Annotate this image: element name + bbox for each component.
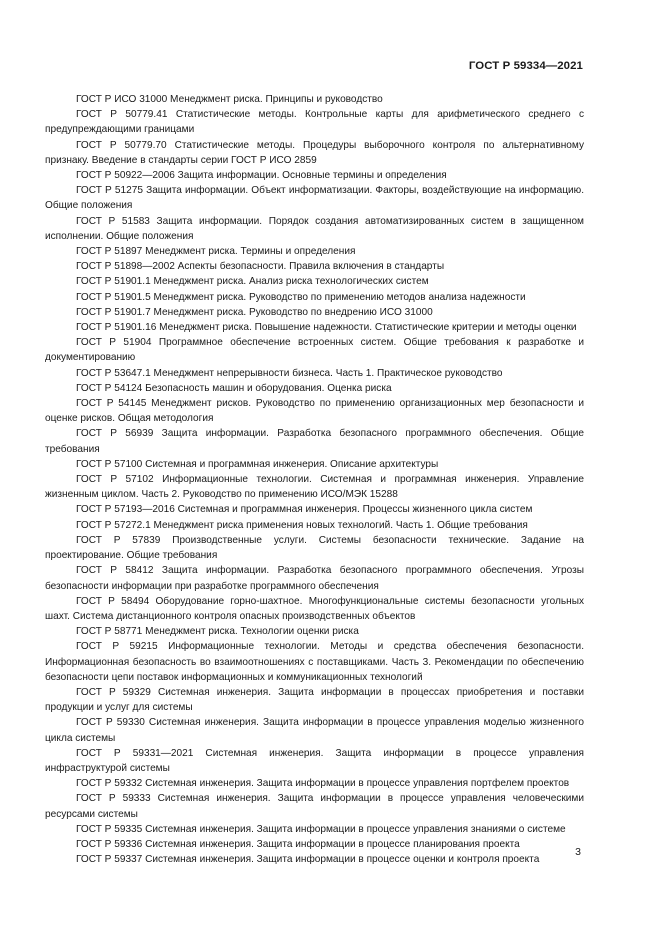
reference-entry: ГОСТ Р 58771 Менеджмент риска. Технологии оценки риска: [76, 626, 359, 638]
reference-entry: ГОСТ Р 51904 Программное обеспечение встроенных систем. Общие требования к разработке и документированию: [45, 337, 584, 364]
reference-entry: ГОСТ Р 51583 Защита информации. Порядок создания автоматизированных систем в защищенном исполнении. Общие положения: [45, 215, 584, 242]
reference-entry: ГОСТ Р 54145 Менеджмент рисков. Руководство по применению организационных мер безопасности и оценке рисков. Общая методология: [45, 398, 584, 425]
reference-entry: ГОСТ Р 59335 Системная инженерия. Защита информации в процессе управления знаниями о системе: [76, 823, 566, 835]
reference-entry: ГОСТ Р 54124 Безопасность машин и оборудования. Оценка риска: [76, 382, 392, 394]
reference-entry: ГОСТ Р 59332 Системная инженерия. Защита информации в процессе управления портфелем проектов: [76, 778, 570, 790]
reference-entry: ГОСТ Р 59215 Информационные технологии. Методы и средства обеспечения безопасности. Информационная безопасность во взаимоотношениях с поставщиками. Часть 3. Рекомендации по обеспечению безопасности цепи поставок информационных и коммуникационных технологий: [45, 641, 584, 683]
reference-entry: ГОСТ Р 51901.16 Менеджмент риска. Повышение надежности. Статистические критерии и методы оценки: [76, 322, 577, 334]
reference-entry: ГОСТ Р 56939 Защита информации. Разработка безопасного программного обеспечения. Общие требования: [45, 428, 584, 455]
reference-entry: ГОСТ Р 57100 Системная и программная инженерия. Описание архитектуры: [76, 458, 439, 470]
reference-entry: ГОСТ Р 59336 Системная инженерия. Защита информации в процессе планирования проекта: [76, 838, 520, 850]
reference-entry: ГОСТ Р 58494 Оборудование горно-шахтное. Многофункциональные системы безопасности угольных шахт. Система дистанционного контроля опасных производственных объектов: [45, 595, 584, 622]
reference-entry: ГОСТ Р ИСО 31000 Менеджмент риска. Принципы и руководство: [76, 94, 383, 105]
reference-entry: ГОСТ Р 50779.41 Статистические методы. Контрольные карты для арифметического среднего с предупреждающими границами: [45, 109, 584, 136]
reference-entry: ГОСТ Р 51901.1 Менеджмент риска. Анализ риска технологических систем: [76, 276, 429, 288]
reference-entry: ГОСТ Р 50779.70 Статистические методы. Процедуры выборочного контроля по альтернативному признаку. Введение в стандарты серии ГОСТ Р ИСО 2859: [45, 139, 584, 166]
reference-entry: ГОСТ Р 59337 Системная инженерия. Защита информации в процессе оценки и контроля проекта: [76, 854, 540, 866]
reference-entry: ГОСТ Р 50922—2006 Защита информации. Основные термины и определения: [76, 170, 447, 182]
reference-entry: ГОСТ Р 51901.7 Менеджмент риска. Руководство по внедрению ИСО 31000: [76, 306, 433, 318]
reference-entry: ГОСТ Р 59333 Системная инженерия. Защита информации в процессе управления человеческими ресурсами системы: [45, 793, 584, 820]
reference-entry: ГОСТ Р 51275 Защита информации. Объект информатизации. Факторы, воздействующие на информацию. Общие положения: [45, 185, 584, 212]
normative-references-list: [45, 92, 584, 867]
reference-entry: ГОСТ Р 59329 Системная инженерия. Защита информации в процессах приобретения и поставки продукции и услуг для системы: [45, 686, 584, 714]
reference-entry: ГОСТ Р 57193—2016 Системная и программная инженерия. Процессы жизненного цикла систем: [76, 504, 533, 516]
page-number: 3: [575, 846, 581, 858]
reference-entry: ГОСТ Р 59331—2021 Системная инженерия. Защита информации в процессе управления инфраструктурой системы: [45, 747, 584, 774]
reference-entry: ГОСТ Р 57102 Информационные технологии. Системная и программная инженерия. Управление жизненным циклом. Часть 2. Руководство по применению ИСО/МЭК 15288: [45, 474, 584, 501]
reference-entry: ГОСТ Р 59330 Системная инженерия. Защита информации в процессе управления моделью жизненного цикла системы: [45, 717, 584, 744]
reference-entry: ГОСТ Р 58412 Защита информации. Разработка безопасного программного обеспечения. Угрозы безопасности информации при разработке программного обеспечения: [45, 565, 584, 592]
reference-entry: ГОСТ Р 51898—2002 Аспекты безопасности. Правила включения в стандарты: [76, 261, 445, 273]
reference-entry: ГОСТ Р 53647.1 Менеджмент непрерывности бизнеса. Часть 1. Практическое руководство: [76, 367, 503, 379]
reference-entry: ГОСТ Р 51901.5 Менеджмент риска. Руководство по применению методов анализа надежности: [76, 291, 526, 303]
reference-entry: ГОСТ Р 51897 Менеджмент риска. Термины и определения: [76, 246, 356, 258]
reference-entry: ГОСТ Р 57272.1 Менеджмент риска применения новых технологий. Часть 1. Общие требования: [76, 519, 528, 531]
reference-entry: ГОСТ Р 57839 Производственные услуги. Системы безопасности технические. Задание на проектирование. Общие требования: [45, 534, 584, 562]
document-header-title: ГОСТ Р 59334—2021: [468, 60, 583, 72]
